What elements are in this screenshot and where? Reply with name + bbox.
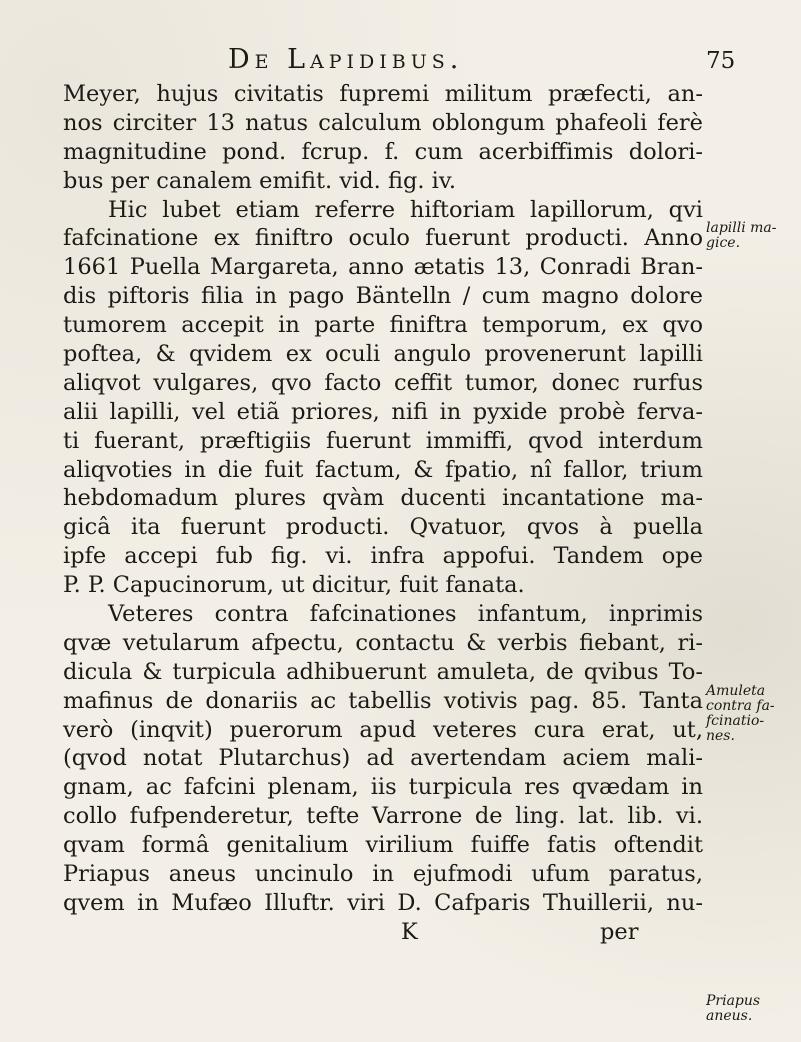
text-line: gicâ ita fuerunt producti. Qvatuor, qvos à puella: [63, 514, 703, 541]
text-line: collo fufpenderetur, tefte Varrone de ling. lat. lib. vi.: [63, 803, 703, 830]
marginal-note-line: gice.: [706, 235, 741, 251]
text-line: mafinus de donariis ac tabellis votivis pag. 85. Tanta: [63, 687, 703, 714]
signature-line: [63, 918, 703, 947]
marginal-note-line: contra fa-: [706, 698, 775, 714]
text-line: Priapus aneus uncinulo in ejufmodi ufum paratus,: [63, 861, 703, 888]
text-line: P. P. Capucinorum, ut dicitur, fuit fanata.: [63, 572, 525, 599]
text-line: verò (inqvit) puerorum apud veteres cura erat, ut,: [63, 716, 703, 743]
page-header: [228, 44, 788, 84]
text-line: qvam formâ genitalium virilium fuiffe fatis oftendit: [63, 832, 703, 859]
text-line: ipfe accepi fub fig. vi. infra appofui. Tandem ope: [63, 543, 703, 570]
text-line: fafcinatione ex finiftro oculo fuerunt producti. Anno: [63, 225, 703, 252]
text-line: aliqvot vulgares, qvo facto ceffit tumor, donec rurfus: [63, 369, 703, 396]
marginal-note-line: Priapus: [706, 993, 761, 1009]
text-line: dicula & turpicula adhibuerunt amuleta, de qvibus To-: [63, 658, 703, 685]
marginal-note-lapilli: [706, 221, 801, 251]
text-line: dis piftoris filia in pago Bäntelln / cum magno dolore: [63, 283, 703, 310]
text-line: Hic lubet etiam referre hiftoriam lapillorum, qvi: [108, 196, 703, 223]
text-line: ti fuerant, præftigiis fuerunt immiffi, qvod interdum: [63, 427, 703, 454]
text-line: aliqvoties in die fuit factum, & fpatio, nî fallor, trium: [63, 456, 703, 483]
text-line: qvem in Mufæo Illuftr. viri D. Cafparis Thuillerii, nu-: [63, 889, 703, 916]
text-line: gnam, ac fafcini plenam, iis turpicula res qvædam in: [63, 774, 703, 801]
body-text: [63, 80, 703, 947]
marginal-note-line: nes.: [706, 728, 735, 744]
catchword: per: [600, 918, 639, 945]
marginal-note-amuleta: [706, 684, 801, 744]
text-line: 1661 Puella Margareta, anno ætatis 13, Conradi Bran-: [63, 254, 703, 281]
text-line: magnitudine pond. fcrup. f. cum acerbiffimis dolori-: [63, 138, 703, 165]
text-line: Veteres contra fafcinationes infantum, inprimis: [108, 601, 703, 628]
text-line: tumorem accepit in parte finiftra temporum, ex qvo: [63, 312, 703, 339]
text-line: hebdomadum plures qvàm ducenti incantatione ma-: [63, 485, 703, 512]
marginal-note-line: lapilli ma-: [706, 220, 777, 236]
page-number: 75: [706, 48, 736, 74]
text-line: bus per canalem emifit. vid. fig. iv.: [63, 167, 457, 194]
text-line: nos circiter 13 natus calculum oblongum phafeoli ferè: [63, 109, 703, 136]
marginal-note-priapus: [706, 994, 801, 1024]
text-line: alii lapilli, vel etiã priores, nifi in pyxide probè ferva-: [63, 398, 703, 425]
text-line: poftea, & qvidem ex oculi angulo provenerunt lapilli: [63, 341, 703, 368]
marginal-note-line: aneus.: [706, 1008, 753, 1024]
marginal-note-line: Amuleta: [706, 683, 766, 699]
signature-mark: K: [401, 918, 418, 945]
text-line: qvæ vetularum afpectu, contactu & verbis fiebant, ri-: [63, 629, 703, 656]
text-line: Meyer, hujus civitatis fupremi militum præfecti, an-: [63, 81, 703, 107]
text-line: (qvod notat Plutarchus) ad avertendam aciem mali-: [63, 745, 703, 772]
running-title: De Lapidibus.: [228, 44, 464, 75]
marginal-note-line: fcinatio-: [706, 713, 765, 729]
